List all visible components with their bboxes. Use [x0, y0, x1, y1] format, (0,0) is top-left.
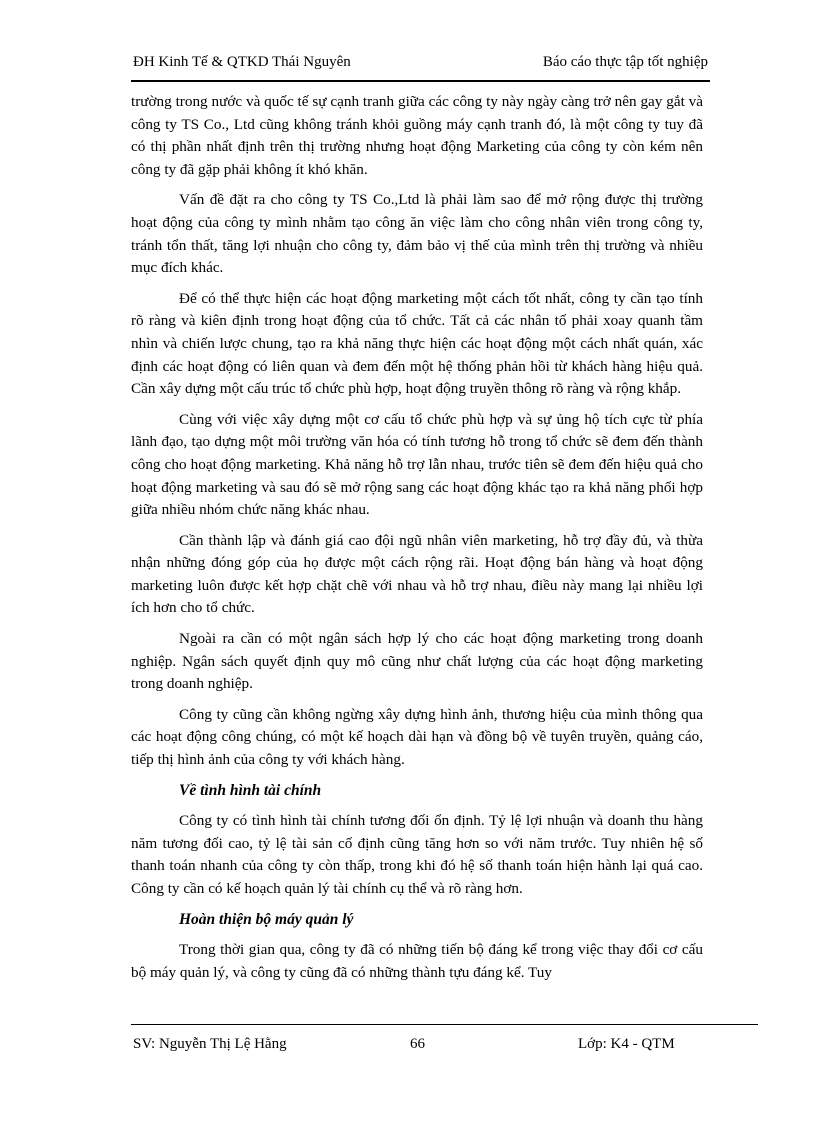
header-report-title: Báo cáo thực tập tốt nghiệp [542, 54, 708, 70]
paragraph-5: Cần thành lập và đánh giá cao đội ngũ nhân viên marketing, hỗ trợ đầy đủ, và thừa nhận những đóng góp của họ được một cách rộng rãi. Hoạt động bán hàng và hoạt động marketing luôn được kết hợp chặt chẽ với nhau và hỗ trợ nhau, điều này mang lại nhiều lợi ích hơn cho tổ chức. [131, 531, 703, 617]
paragraph-9: Trong thời gian qua, công ty đã có những tiến bộ đáng kể trong việc thay đổi cơ cấu bộ máy quản lý, và công ty cũng đã có những thành tựu đáng kể. Tuy [131, 941, 703, 981]
section-heading-management: Hoàn thiện bộ máy quản lý [179, 910, 354, 928]
section-heading-finance: Về tình hình tài chính [179, 781, 322, 799]
paragraph-6: Ngoài ra cần có một ngân sách hợp lý cho các hoạt động marketing trong doanh nghiệp. Ngân sách quyết định quy mô cũng như chất lượng của các hoạt động marketing trong doanh nghiệp. [131, 630, 703, 693]
paragraph-4: Cùng với việc xây dựng một cơ cấu tổ chức phù hợp và sự ủng hộ tích cực từ phía lãnh đạo, tạo dựng một môi trường văn hóa có tính tương hỗ trong tổ chức sẽ đem đến thành công cho hoạt động marketing. Khả năng hỗ trợ lẫn nhau, trước tiên sẽ đem đến hiệu quả cho hoạt động marketing và sau đó sẽ mở rộng sang các hoạt động khác tạo ra khả năng phối hợp giữa nhiều nhóm chức năng khác nhau. [131, 410, 703, 519]
footer-class: Lớp: K4 - QTM [578, 1036, 675, 1052]
page-header [131, 50, 710, 82]
paragraph-8: Công ty có tình hình tài chính tương đối ổn định. Tỷ lệ lợi nhuận và doanh thu hàng năm tương đối cao, tỷ lệ tài sản cố định cũng tăng hơn so với năm trước. Tuy nhiên hệ số thanh toán nhanh của công ty còn thấp, trong khi đó hệ số thanh toán hiện hành lại quá cao. Công ty cần có kế hoạch quản lý tài chính cụ thể và rõ ràng hơn. [131, 812, 703, 897]
paragraph-3: Để có thể thực hiện các hoạt động marketing một cách tốt nhất, công ty cần tạo tính rõ ràng và kiên định trong hoạt động của tổ chức. Tất cả các nhân tố phải xoay quanh tầm nhìn và chiến lược chung, tạo ra khả năng thực hiện các hoạt động một cách nhất quán, xác định các hoạt động có liên quan và đem đến một hệ thống phản hồi từ khách hàng hiệu quả. Cần xây dựng một cấu trúc tổ chức phù hợp, hoạt động truyền thông rõ ràng và rộng khắp. [131, 289, 703, 398]
page-footer [131, 1024, 758, 1065]
header-institution: ĐH Kinh Tế & QTKD Thái Nguyên [133, 54, 351, 70]
paragraph-1: trường trong nước và quốc tế sự cạnh tranh giữa các công ty này ngày càng trở nên gay gắt và công ty TS Co., Ltd cũng không tránh khỏi guồng máy cạnh tranh đó, là một công ty tuy đã có thị phần nhất định trên thị trường nhưng hoạt động Marketing của công ty còn kém nên công ty đã gặp phải không ít khó khăn. [131, 93, 703, 178]
paragraph-2: Vấn đề đặt ra cho công ty TS Co.,Ltd là phải làm sao để mở rộng được thị trường hoạt động của công ty mình nhằm tạo công ăn việc làm cho công nhân viên trong công ty, tránh tổn thất, tăng lợi nhuận cho công ty, đảm bảo vị thế của mình trên thị trường và nhiều mục đích khác. [131, 191, 703, 277]
paragraph-7: Công ty cũng cần không ngừng xây dựng hình ảnh, thương hiệu của mình thông qua các hoạt động công chúng, có một kế hoạch dài hạn và đồng bộ về tuyên truyền, quảng cáo, tiếp thị hình ảnh của công ty với khách hàng. [131, 705, 703, 769]
footer-page-number: 66 [410, 1036, 425, 1052]
footer-student-name: SV: Nguyễn Thị Lệ Hằng [133, 1036, 287, 1052]
page-body [131, 91, 703, 992]
